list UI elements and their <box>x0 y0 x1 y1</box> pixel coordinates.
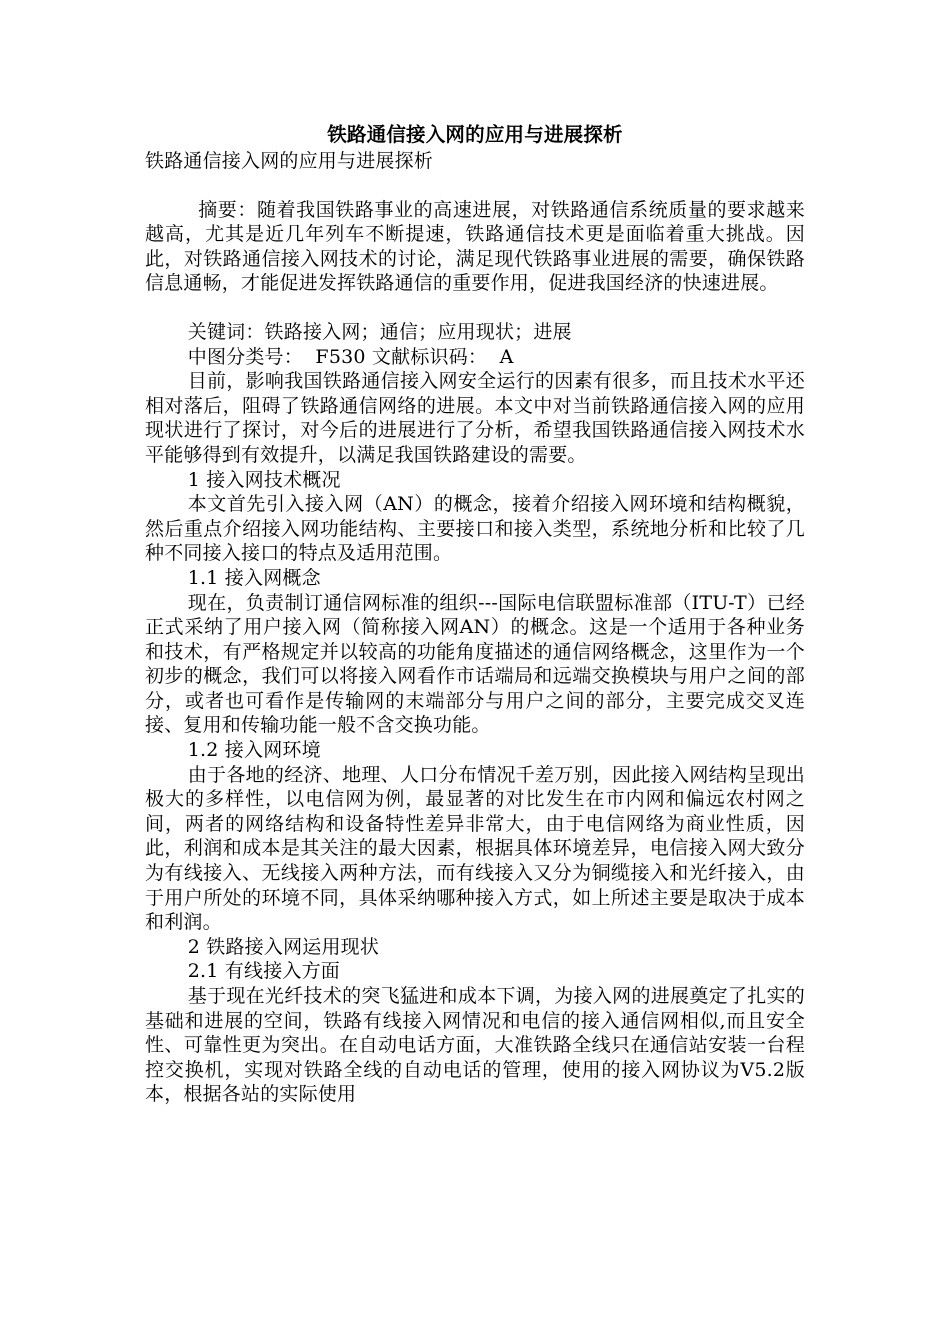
section-2-1-heading: 2.1 有线接入方面 <box>187 960 341 983</box>
classification-line: 中图分类号： F530 文献标识码： A <box>187 345 514 368</box>
abstract-paragraph: 摘要：随着我国铁路事业的高速进展，对铁路通信系统质量的要求越来越高，尤其是近几年列车不断提速，铁路通信技术更是面临着重大挑战。因此，对铁路通信接入网技术的讨论，满足现代铁路事业进展的需要，确保铁路信息通畅，才能促进发挥铁路通信的重要作用，促进我国经济的快速进展。 <box>145 198 805 295</box>
section-1-1-paragraph: 现在，负责制订通信网标准的组织---国际电信联盟标准部（ITU-T）已经正式采纳了用户接入网（简称接入网AN）的概念。这是一个适用于各种业务和技术，有严格规定并以较高的功能角度描述的通信网络概念，这里作为一个初步的概念，我们可以将接入网看作市话端局和远端交换模块与用户之间的部分，或者也可看作是传输网的末端部分与用户之间的部分，主要完成交叉连接、复用和传输功能一般不含交换功能。 <box>145 591 805 737</box>
section-2-heading: 2 铁路接入网运用现状 <box>187 935 380 958</box>
document-title: 铁路通信接入网的应用与进展探析 <box>327 123 623 146</box>
section-1-paragraph: 本文首先引入接入网（AN）的概念，接着介绍接入网环境和结构概貌，然后重点介绍接入网功能结构、主要接口和接入类型，系统地分析和比较了几种不同接入接口的特点及适用范围。 <box>145 493 805 565</box>
section-2-1-paragraph: 基于现在光纤技术的突飞猛进和成本下调，为接入网的进展奠定了扎实的基础和进展的空间，铁路有线接入网情况和电信的接入通信网相似,而且安全性、可靠性更为突出。在自动电话方面，大准铁路全线只在通信站安装一台程控交换机，实现对铁路全线的自动电话的管理，使用的接入网协议为V5.2版本，根据各站的实际使用 <box>145 985 805 1106</box>
keywords-line: 关键词：铁路接入网；通信；应用现状；进展 <box>187 320 572 343</box>
intro-paragraph: 目前，影响我国铁路通信接入网安全运行的因素有很多，而且技术水平还相对落后，阻碍了铁路通信网络的进展。本文中对当前铁路通信接入网的应用现状进行了探讨，对今后的进展进行了分析，希望我国铁路通信接入网技术水平能够得到有效提升，以满足我国铁路建设的需要。 <box>145 370 805 466</box>
document-subtitle: 铁路通信接入网的应用与进展探析 <box>145 150 434 172</box>
section-1-1-heading: 1.1 接入网概念 <box>187 566 321 589</box>
section-1-2-paragraph: 由于各地的经济、地理、人口分布情况千差万别，因此接入网结构呈现出极大的多样性，以电信网为例，最显著的对比发生在市内网和偏远农村网之间，两者的网络结构和设备特性差异非常大，由于电信网络为商业性质，因此，利润和成本是其关注的最大因素，根据具体环境差异，电信接入网大致分为有线接入、无线接入两种方法，而有线接入又分为铜缆接入和光纤接入，由于用户所处的环境不同，具体采纳哪种接入方式，如上所述主要是取决于成本和利润。 <box>145 763 805 934</box>
document-page <box>145 122 805 1107</box>
section-1-heading: 1 接入网技术概况 <box>187 468 341 491</box>
section-1-2-heading: 1.2 接入网环境 <box>187 739 321 762</box>
